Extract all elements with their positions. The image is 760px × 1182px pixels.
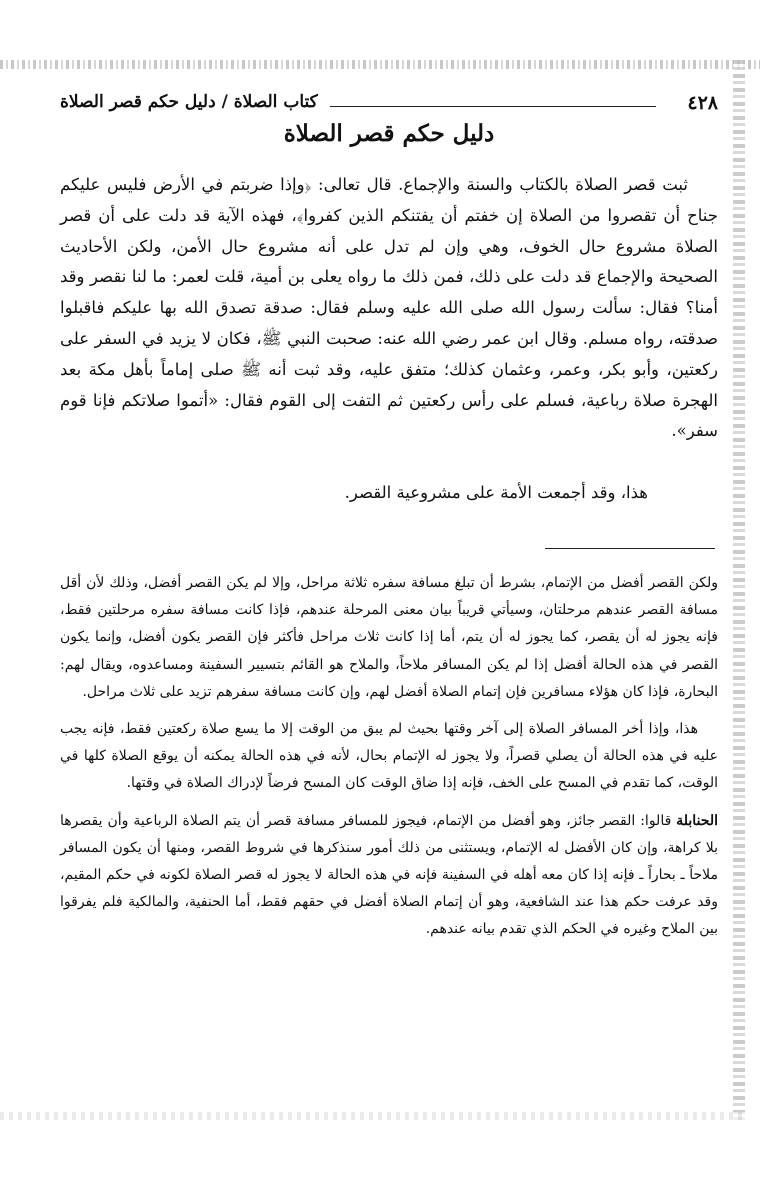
section-title: دليل حكم قصر الصلاة [283, 120, 495, 147]
closing-text: هذا، وقد أجمعت الأمة على مشروعية القصر. [344, 483, 648, 502]
footnote-paragraph-2: هذا، وإذا أخر المسافر الصلاة إلى آخر وقتها بحيث لم يبق من الوقت إلا ما يسع صلاة ركعتين فقط، فإنه يجب عليه في هذه الحالة أن يصلي قصراً، ولا يجوز له الإتمام بحال، لأنه في هذه الحالة يمكنه أن يوقع الصلاة كلها في الوقت، كما تقدم في المسح على الخف، فإنه إذا ضاق الوقت كان المسح فرضاً لإدراك الصلاة في وقتها. [60, 721, 718, 792]
bottom-border-ornament [0, 1112, 745, 1120]
header-rule [330, 106, 656, 107]
running-title: كتاب الصلاة / دليل حكم قصر الصلاة [60, 92, 318, 112]
page-number: ٤٢٨ [687, 92, 718, 114]
main-paragraph: ثبت قصر الصلاة بالكتاب والسنة والإجماع. قال تعالى: ﴿وإذا ضربتم في الأرض فليس عليكم جناح أن تقصروا من الصلاة إن خفتم أن يفتنكم الذين كفروا﴾، فهذه الآية قد دلت على أن قصر الصلاة مشروع حال الخوف، وهي وإن لم تدل على أنه مشروع حال الأمن، ولكن الأحاديث الصحيحة والإجماع قد دلت على ذلك، فمن ذلك ما رواه يعلى بن أمية، قلت لعمر: ما لنا نقصر وقد أمنا؟ فقال: سألت رسول الله صلى الله عليه وسلم فقال: صدقة تصدق الله بها عليكم فاقبلوا صدقته، رواه مسلم. وقال ابن عمر رضي الله عنه: صحبت النبي ﷺ، فكان لا يزيد في السفر على ركعتين، وأبو بكر، وعمر، وعثمان كذلك؛ متفق عليه، وقد ثبت أنه ﷺ صلى إماماً بأهل مكة بعد الهجرة صلاة رباعية، فسلم على رأس ركعتين ثم التفت إلى القوم فقال: «أتموا صلاتكم فإنا قوم سفر». [60, 175, 718, 441]
footnote-paragraph-3 [60, 808, 718, 944]
right-border-ornament [733, 60, 745, 1120]
footnote-paragraph-1: ولكن القصر أفضل من الإتمام، بشرط أن تبلغ مسافة سفره ثلاثة مراحل، وإلا لم يكن القصر أفضل، وذلك لأن أقل مسافة القصر عندهم مرحلتان، وسيأتي قريباً بيان معنى المرحلة عندهم، فإذا كانت مسافة سفره مرحلتين فقط، فإنه يجوز له أن يقصر، كما يجوز له أن يتم، أما إذا كانت ثلاث مراحل فأكثر فإن القصر يكون أفضل، وإنما يكون القصر في هذه الحالة أفضل إذا لم يكن المسافر ملاحاً، والملاح هو القائم بتسيير السفينة ومساعدوه، ويقال لهم: البحارة، فإذا كان هؤلاء مسافرين فإن إتمام الصلاة أفضل لهم، وإن كانت مسافة سفرهم تزيد على ثلاث مراحل. [60, 575, 718, 700]
closing-statement [60, 478, 718, 508]
top-border-ornament [0, 60, 760, 69]
hanbali-label: الحنابلة [676, 812, 718, 829]
footnotes-section [60, 570, 718, 954]
main-body [60, 170, 718, 447]
hanbali-text: قالوا: القصر جائز، وهو أفضل من الإتمام، فيجوز للمسافر مسافة قصر أن يتم الصلاة الرباعية وأن يقصرها بلا كراهة، وإن كان الأفضل له الإتمام، ويستثنى من ذلك أمور سنذكرها في شروط القصر، ومنها أن يكون المسافر ملاحاً ـ بحاراً ـ فإنه إذا كان معه أهله في السفينة فإنه في هذه الحالة لا يجوز له قصر الصلاة لكونه في حكم المقيم، وقد عرفت حكم هذا عند الشافعية، وهو أن إتمام الصلاة أفضل في حقهم فقط، أما الحنفية، والمالكية فلم يفرقوا بين الملاح وغيره في الحكم الذي تقدم بيانه عندهم. [60, 812, 718, 938]
page-header [60, 86, 718, 120]
footnote-separator [545, 548, 715, 549]
